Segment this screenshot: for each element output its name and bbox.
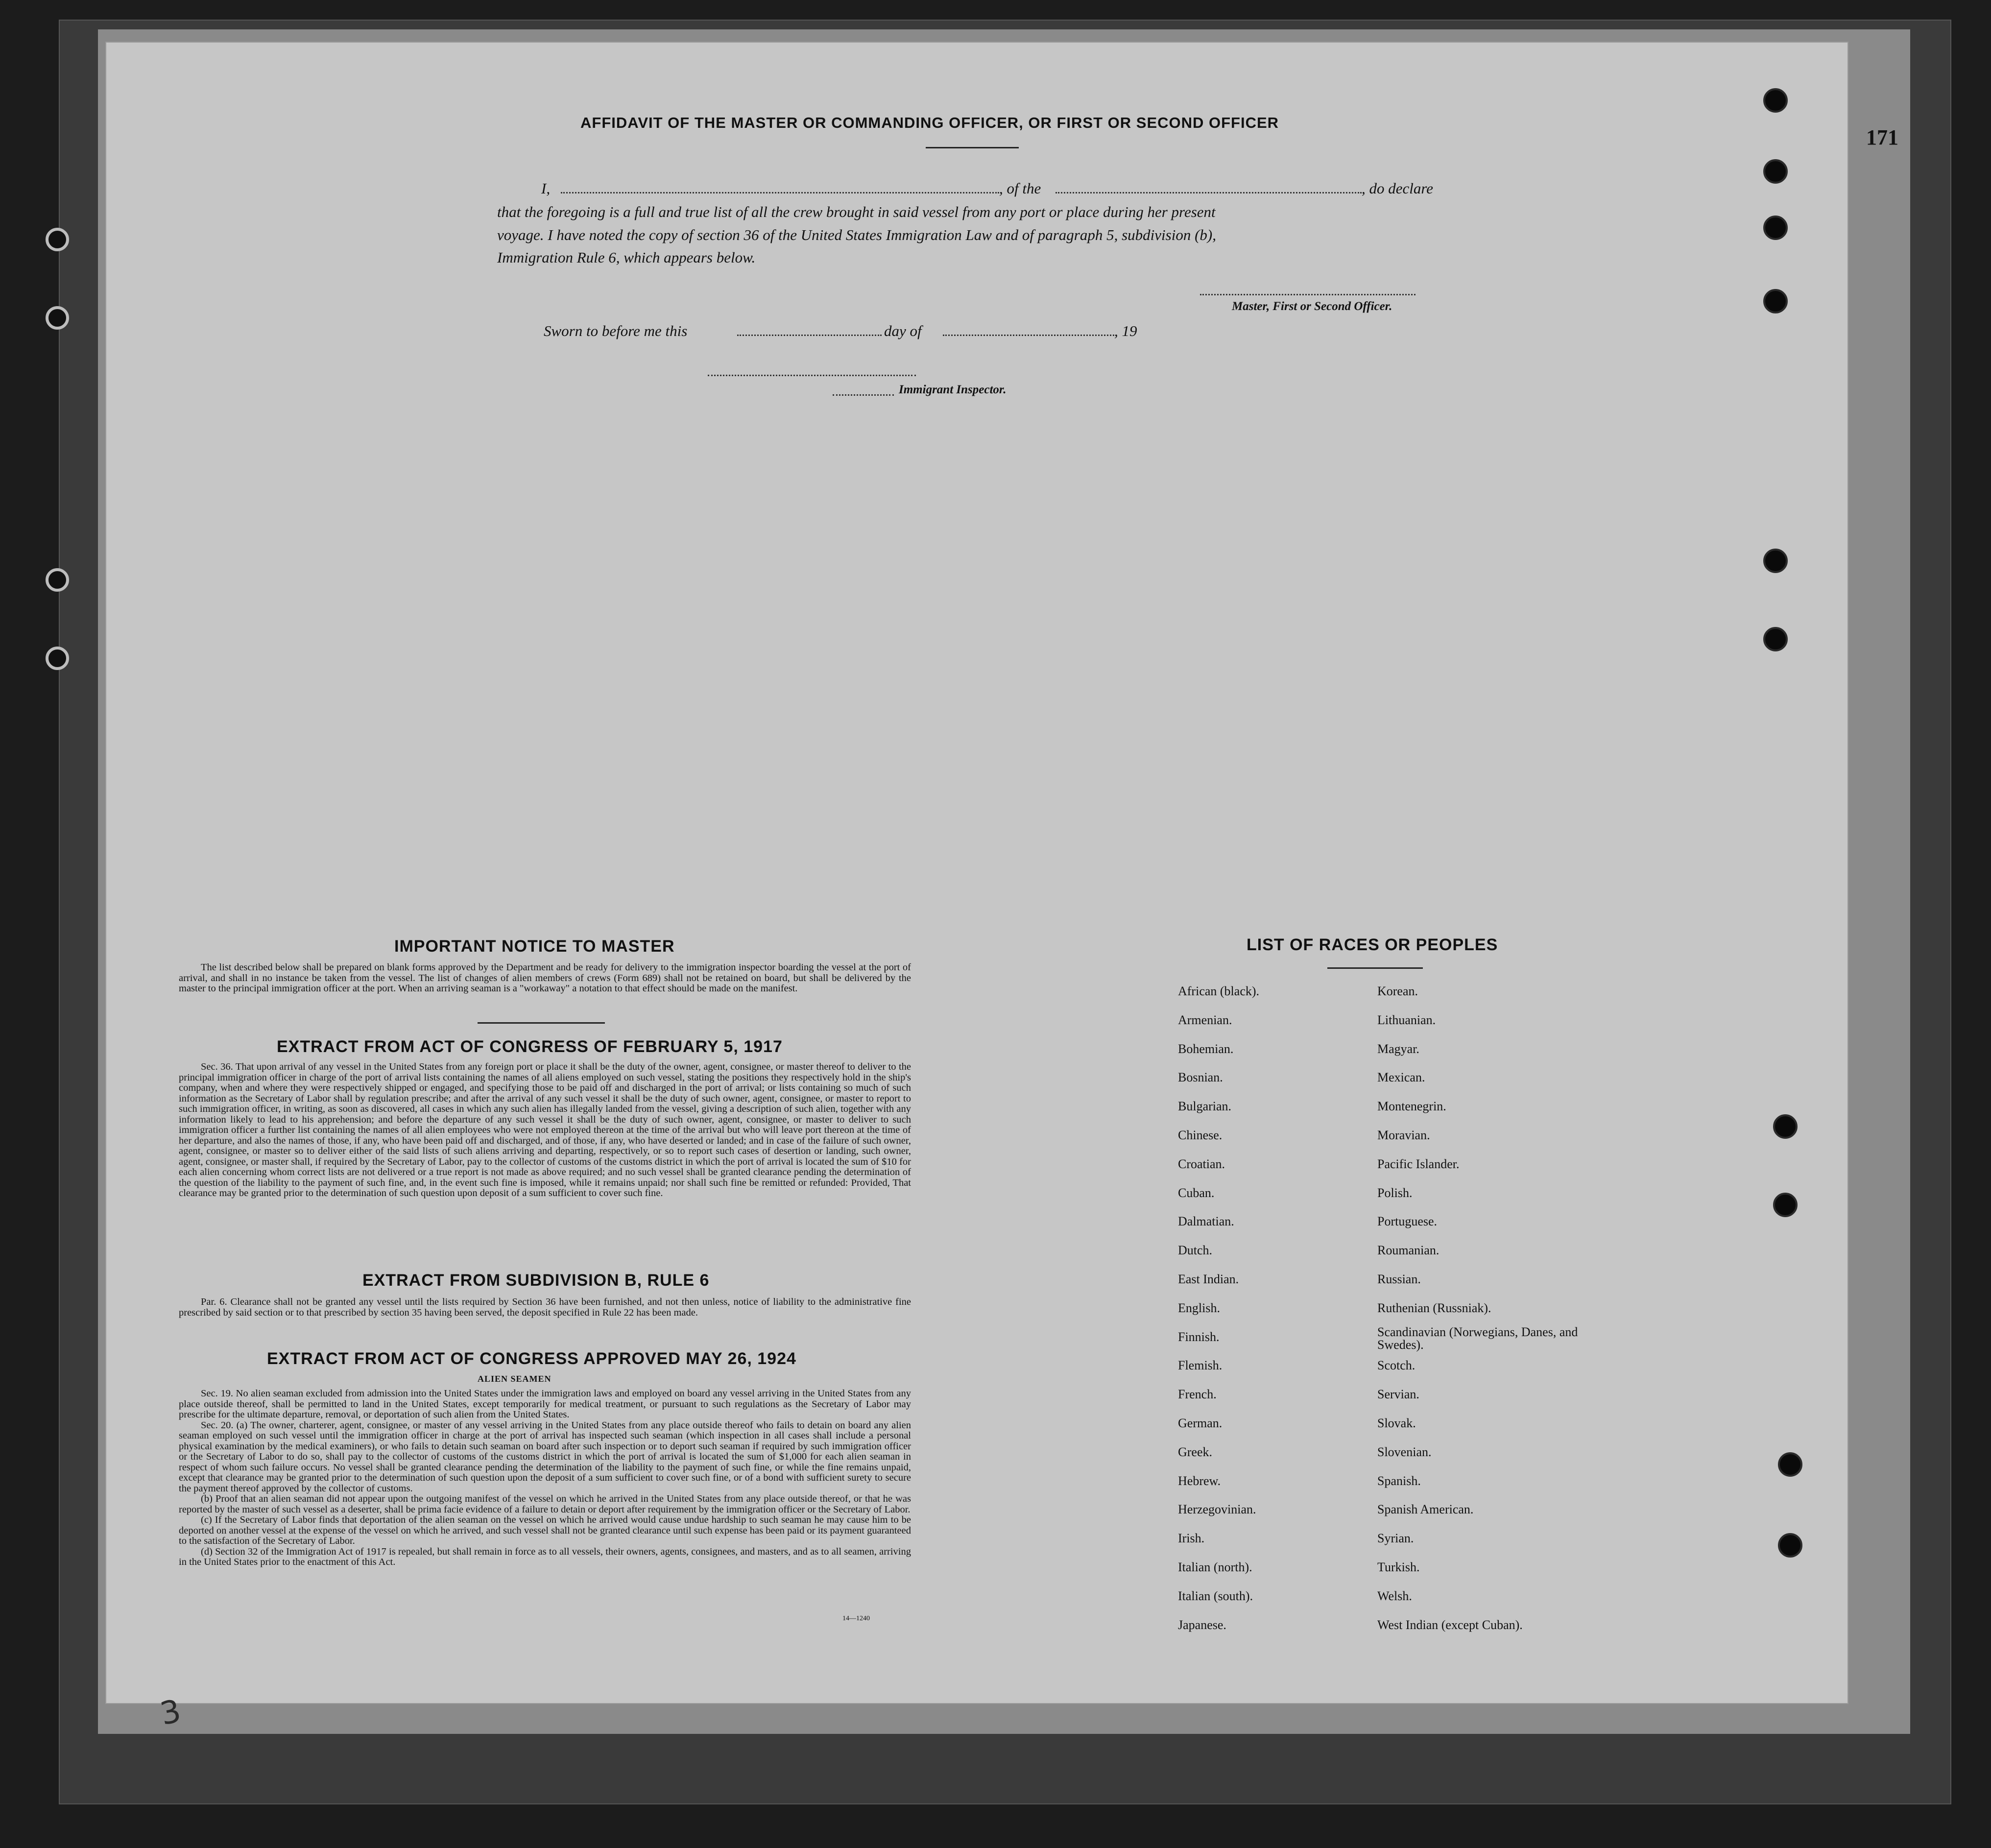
race-item: Welsh. [1377,1588,1412,1603]
binder-hole [1773,1193,1798,1217]
race-item: French. [1178,1387,1217,1402]
affidavit-of-the: , of the [999,180,1041,197]
binder-hole [46,568,69,592]
race-item: Korean. [1377,984,1418,998]
races-left-column [1178,977,1259,1639]
affidavit-line-i: I, [541,180,551,197]
race-item: Turkish. [1377,1560,1420,1574]
race-item: English. [1178,1300,1220,1315]
extract-rule6-body: Par. 6. Clearance shall not be granted any vessel until the lists required by Section 36 have been furnished, and not then unless, notice of liability to the administrative fine prescribed by said section or to that prescribed by section 35 having been served, the deposit specified in Rule 22 has been made. [179,1296,911,1318]
race-item: Ruthenian (Russniak). [1377,1300,1491,1315]
affidavit-declare: , do declare [1362,180,1434,197]
race-item: Armenian. [1178,1012,1232,1027]
race-item: Montenegrin. [1377,1099,1446,1114]
binder-hole [1763,159,1788,184]
signature-blank[interactable] [1200,294,1415,295]
race-item: Slovak. [1377,1416,1416,1430]
extract-1924-body [179,1389,911,1568]
binder-hole [46,647,69,670]
extract-rule6-title: EXTRACT FROM SUBDIVISION B, RULE 6 [362,1271,710,1290]
signature-caption: Master, First or Second Officer. [1232,300,1392,313]
binder-hole [46,306,69,330]
race-item: Scandinavian (Norwegians, Danes, and Swedes). [1377,1324,1578,1352]
notice-body: The list described below shall be prepared on blank forms approved by the Department and be ready for delivery to the immigration inspector boarding the vessel at the port of arrival, and shall in no instance be taken from the vessel. The list of changes of alien members of crews (Form 689) shall not be retained on board, but shall be delivered by the master to the principal immigration officer at the port. When an arriving seaman is a "workaway" a notation to that effect should be made on the manifest. [179,962,911,994]
races-right-column [1377,977,1583,1639]
races-title: LIST OF RACES OR PEOPLES [1247,936,1498,954]
binder-hole [1778,1452,1802,1477]
name-blank[interactable] [561,192,999,193]
form-number: 14—1240 [842,1615,870,1622]
binder-hole [1763,88,1788,113]
race-item: German. [1178,1416,1223,1430]
binder-hole [46,228,69,251]
affidavit-title: AFFIDAVIT OF THE MASTER OR COMMANDING OFFICER, OR FIRST OR SECOND OFFICER [580,114,1279,131]
binder-hole [1773,1114,1798,1139]
race-item: Italian (south). [1178,1588,1253,1603]
race-item: Flemish. [1178,1358,1223,1373]
inspector-signature-blank[interactable] [708,375,916,376]
race-item: Pacific Islander. [1377,1156,1460,1171]
race-item: Herzegovinian. [1178,1502,1256,1517]
race-item: Croatian. [1178,1156,1225,1171]
race-item: Irish. [1178,1531,1205,1546]
race-item: Slovenian. [1377,1444,1432,1459]
binder-hole [1763,549,1788,573]
sec-20b-paragraph: (b) Proof that an alien seaman did not appear upon the outgoing manifest of the vessel on which he arrived in the United States from any place outside thereof, or that he was reported by the master of such vessel as a deserter, shall be prima facie evidence of a failure to detain or deport after requirement by the immigration officer or the Secretary of Labor. [179,1493,911,1515]
race-item: Cuban. [1178,1185,1215,1200]
extract-1924-title: EXTRACT FROM ACT OF CONGRESS APPROVED MAY 26, 1924 [267,1349,796,1368]
race-item: Japanese. [1178,1617,1226,1632]
sec-20c-paragraph: (c) If the Secretary of Labor finds that deportation of the alien seaman on the vessel on which he arrived would cause undue hardship to such seaman he may cause him to be deported on another vessel at the expense of the vessel on which he arrived, and such vessel shall not be granted clearance until such expense has been paid or its payment guaranteed to the satisfaction of the Secretary of Labor. [179,1514,911,1546]
affidavit-line-3: voyage. I have noted the copy of section 36 of the United States Immigration Law and of paragraph 5, subdivision (b), [497,226,1216,243]
race-item: Mexican. [1377,1070,1425,1085]
race-item: Moravian. [1377,1128,1430,1142]
race-item: Bohemian. [1178,1041,1234,1056]
sworn-month-blank[interactable] [943,335,1114,336]
race-item: Dutch. [1178,1243,1213,1258]
day-of-text: day of [884,322,922,339]
page-number: 171 [1866,125,1898,149]
affidavit-line-4: Immigration Rule 6, which appears below. [497,249,756,266]
race-item: Bulgarian. [1178,1099,1232,1114]
race-item: Spanish American. [1377,1502,1474,1517]
race-item: Lithuanian. [1377,1012,1436,1027]
race-item: Chinese. [1178,1128,1223,1142]
sworn-day-blank[interactable] [737,335,882,336]
race-item: Dalmatian. [1178,1214,1234,1229]
inspector-short-blank [833,394,894,396]
alien-seamen-subtitle: ALIEN SEAMEN [478,1374,552,1384]
race-item: Polish. [1377,1185,1413,1200]
affidavit-line-2: that the foregoing is a full and true list of all the crew brought in said vessel from any port or place during her present [497,203,1216,220]
race-item: African (black). [1178,984,1260,998]
inspector-caption: Immigrant Inspector. [899,383,1007,396]
race-item: Russian. [1377,1272,1421,1286]
notice-title: IMPORTANT NOTICE TO MASTER [394,937,675,956]
race-item: Roumanian. [1377,1243,1439,1258]
race-item: West Indian (except Cuban). [1377,1617,1523,1632]
sec-20d-paragraph: (d) Section 32 of the Immigration Act of 1917 is repealed, but shall remain in force as to all vessels, their owners, agents, consignees, and masters, and as to all seamen, arriving in the United States prior to the enactment of this Act. [179,1546,911,1567]
race-item: Spanish. [1377,1473,1421,1488]
sec-19-paragraph: Sec. 19. No alien seaman excluded from admission into the United States under the immigration laws and employed on board any vessel arriving in the United States from any place outside thereof, shall be permitted to land in the United States, except temporarily for medical treatment, or pursuant to such regulations as the Secretary of Labor may prescribe for the ultimate departure, removal, or deportation of such alien from the United States. [179,1388,911,1420]
handwritten-mark: 3 [157,1693,184,1733]
race-item: Syrian. [1377,1531,1414,1546]
vessel-blank[interactable] [1055,192,1362,193]
binder-hole [1763,216,1788,240]
race-item: Greek. [1178,1444,1213,1459]
year-text: , 19 [1114,322,1137,339]
race-item: East Indian. [1178,1272,1239,1286]
race-item: Bosnian. [1178,1070,1223,1085]
race-item: Portuguese. [1377,1214,1438,1229]
race-item: Italian (north). [1178,1560,1252,1574]
sworn-text: Sworn to before me this [544,322,688,339]
binder-hole [1763,289,1788,313]
race-item: Servian. [1377,1387,1419,1402]
race-item: Magyar. [1377,1041,1419,1056]
race-item: Hebrew. [1178,1473,1221,1488]
affidavit-title-rule [926,147,1019,148]
race-item: Scotch. [1377,1358,1415,1373]
extract-1917-title: EXTRACT FROM ACT OF CONGRESS OF FEBRUARY 5, 1917 [277,1037,783,1056]
races-title-rule [1327,967,1423,969]
race-item: Finnish. [1178,1329,1220,1344]
sec-20a-paragraph: Sec. 20. (a) The owner, charterer, agent, consignee, or master of any vessel arriving in the United States from any place outside thereof who fails to detain on board any alien seaman employed on such vessel until the immigration officer in charge at the port of arrival has inspected such seaman (which inspection in all cases shall include a personal physical examination by the medical examiners), or who fails to detain such seaman on board after such inspection or to deport such seaman if required by such immigration officer or the Secretary of Labor to do so, shall pay to the collector of customs of the customs district in which the port of arrival is located the sum of $1,000 for each alien seaman in respect of whom such failure occurs. No vessel shall be granted clearance pending the determination of the liability to the payment of such fine, or while the fine remains unpaid, except that clearance may be granted prior to the determination of such question upon the deposit of a sum sufficient to cover such fine, or of a bond with sufficient surety to secure the payment thereof approved by the collector of customs. [179,1419,911,1494]
binder-hole [1778,1533,1802,1558]
extract-1917-body: Sec. 36. That upon arrival of any vessel in the United States from any foreign port or place it shall be the duty of the owner, agent, consignee, or master thereof to deliver to the principal immigration officer in charge of the port of arrival lists containing the names of all aliens employed on such vessel, stating the positions they respectively hold in the ship's company, when and where they were respectively shipped or engaged, and specifying those to be paid off and discharged in the port of arrival; or lists containing so much of such information as the Secretary of Labor shall by regulation prescribe; and after the arrival of any such vessel it shall be the duty of such owner, agent, consignee, or master to report to such immigration officer, in writing, as soon as discovered, all cases in which any such alien has illegally landed from the vessel, giving a description of such alien, together with any information likely to lead to his apprehension; and before the departure of any such vessel it shall be the duty of such owner, agent, consignee, or master to deliver to such immigration officer a further list containing the names of all alien employees who were not employed thereon at the time of the arrival but who will leave port thereon at the time of her departure, and also the names of those, if any, who have been paid off and discharged, and of those, if any, who have deserted or landed; and in case of the failure of such owner, agent, consignee, or master so to deliver either of the said lists of such aliens arriving and departing, respectively, or so to report such cases of desertion or landing, such owner, agent, consignee, or master shall, if required by the Secretary of Labor, pay to the collector of customs of the customs district in which the port of arrival is located the sum of $10 for each alien concerning whom correct lists are not delivered or a true report is not made as above required; and no such vessel shall be granted clearance pending the determination of the question of the liability to the payment of such fine, and, in the event such fine is imposed, while it remains unpaid; nor shall such fine be remitted or refunded: Provided, That clearance may be granted prior to the determination of such question upon deposit of a sum sufficient to cover such fine. [179,1061,911,1199]
binder-hole [1763,627,1788,651]
notice-rule [478,1022,605,1024]
